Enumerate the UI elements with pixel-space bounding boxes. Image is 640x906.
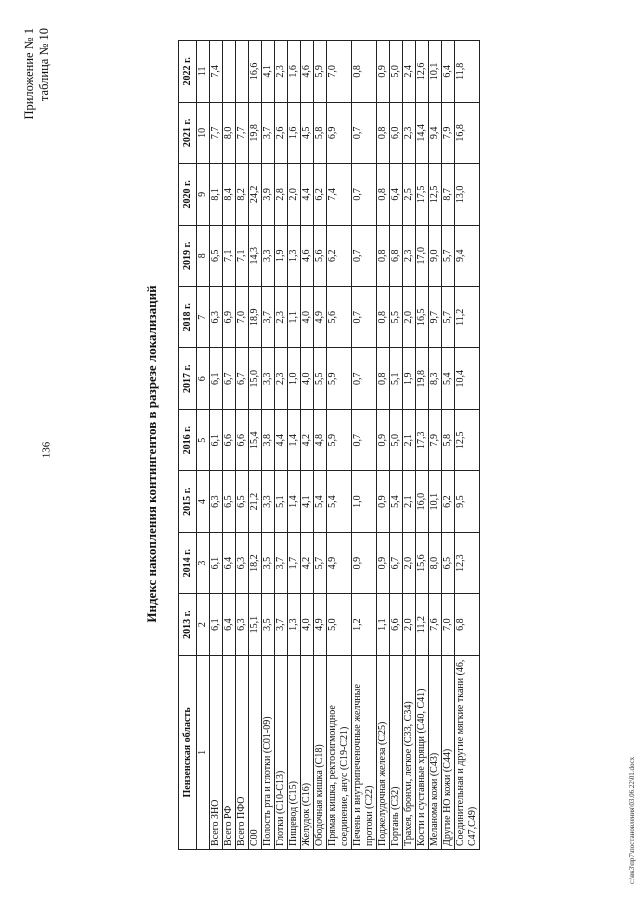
table-cell: 5,4 xyxy=(314,471,327,532)
table-cell: 16,8 xyxy=(455,102,480,163)
table-cell: 3,7 xyxy=(275,532,288,593)
table-cell: 6,7 xyxy=(223,348,236,409)
table-cell: 5,0 xyxy=(327,594,352,655)
table-cell: 0,8 xyxy=(377,348,390,409)
row-label: Всего РФ xyxy=(223,655,236,849)
table-cell: 18,2 xyxy=(249,532,262,593)
table-cell: 0,7 xyxy=(352,164,377,225)
table-cell: 0,9 xyxy=(377,409,390,470)
table-cell: 1,9 xyxy=(275,225,288,286)
table-cell: 6,1 xyxy=(210,594,223,655)
table-row xyxy=(403,41,416,850)
table-cell: 17,5 xyxy=(416,164,429,225)
table-cell: 18,9 xyxy=(249,287,262,348)
table-cell: 6,4 xyxy=(442,41,455,103)
table-cell: 5,7 xyxy=(442,287,455,348)
appendix-line-2: таблица № 10 xyxy=(37,28,51,102)
table-cell: 8,2 xyxy=(236,164,249,225)
table-cell: 0,9 xyxy=(377,471,390,532)
table-cell: 1,7 xyxy=(288,532,301,593)
file-path-footer: c:\вк3\пр7\постановления\03.06.22\01.docx xyxy=(628,756,636,884)
table-cell: 3,3 xyxy=(262,471,275,532)
column-index: 6 xyxy=(197,348,210,409)
table-cell: 0,7 xyxy=(352,348,377,409)
row-label: Печень и внутрипеченочные желчные протоки (С22) xyxy=(352,655,377,849)
row-label: С00 xyxy=(249,655,262,849)
table-cell: 7,7 xyxy=(236,102,249,163)
table-cell: 2,1 xyxy=(403,471,416,532)
table-cell: 0,7 xyxy=(352,287,377,348)
table-cell: 7,4 xyxy=(327,164,352,225)
table-cell: 7,9 xyxy=(429,409,442,470)
appendix-line-1: Приложение № 1 xyxy=(22,28,36,120)
table-cell: 9,5 xyxy=(455,471,480,532)
table-cell: 9,4 xyxy=(429,102,442,163)
table-cell: 10,1 xyxy=(429,41,442,103)
table-row xyxy=(249,41,262,850)
table-cell: 6,6 xyxy=(390,594,403,655)
table-cell: 8,7 xyxy=(442,164,455,225)
table-cell: 8,0 xyxy=(429,532,442,593)
table-row xyxy=(429,41,442,850)
table-cell: 1,3 xyxy=(288,225,301,286)
rotated-page-content xyxy=(0,16,640,892)
table-cell: 6,2 xyxy=(314,164,327,225)
table-cell: 5,4 xyxy=(390,471,403,532)
table-cell: 5,8 xyxy=(442,409,455,470)
table-cell: 6,5 xyxy=(236,471,249,532)
table-cell: 2,8 xyxy=(275,164,288,225)
table-cell: 5,5 xyxy=(390,287,403,348)
table-cell: 2,3 xyxy=(275,348,288,409)
table-cell: 0,9 xyxy=(352,532,377,593)
table-cell: 15,4 xyxy=(249,409,262,470)
header-row xyxy=(179,41,197,850)
table-cell: 6,5 xyxy=(442,532,455,593)
table-cell: 11,8 xyxy=(455,41,480,103)
column-index: 8 xyxy=(197,225,210,286)
column-index: 5 xyxy=(197,409,210,470)
table-cell: 6,1 xyxy=(210,532,223,593)
table-cell: 8,0 xyxy=(223,102,236,163)
table-cell: 2,1 xyxy=(403,409,416,470)
table-cell: 6,1 xyxy=(210,348,223,409)
table-cell: 6,0 xyxy=(390,102,403,163)
table-cell: 11,2 xyxy=(416,594,429,655)
table-cell: 4,1 xyxy=(262,41,275,103)
table-cell: 7,0 xyxy=(442,594,455,655)
table-cell: 17,3 xyxy=(416,409,429,470)
page-number: 136 xyxy=(40,441,53,459)
table-cell: 3,7 xyxy=(262,102,275,163)
table-cell: 5,5 xyxy=(314,348,327,409)
table-cell: 6,8 xyxy=(390,225,403,286)
column-index: 11 xyxy=(197,41,210,103)
row-label: Всего ПФО xyxy=(236,655,249,849)
table-cell: 13,0 xyxy=(455,164,480,225)
table-cell: 3,5 xyxy=(262,532,275,593)
table-cell: 0,9 xyxy=(377,41,390,103)
table-cell: 10,4 xyxy=(455,348,480,409)
table-cell: 2,0 xyxy=(403,594,416,655)
table-cell: 5,4 xyxy=(442,348,455,409)
table-cell: 6,6 xyxy=(236,409,249,470)
table-cell: 6,3 xyxy=(236,594,249,655)
table-cell: 15,6 xyxy=(416,532,429,593)
row-label: Всего ЗНО xyxy=(210,655,223,849)
header-year: 2014 г. xyxy=(179,532,197,593)
table-cell: 4,6 xyxy=(301,225,314,286)
header-year: 2020 г. xyxy=(179,164,197,225)
table-cell: 3,9 xyxy=(262,164,275,225)
table-cell: 7,4 xyxy=(210,41,223,103)
table-cell xyxy=(236,41,249,103)
table-cell: 7,6 xyxy=(429,594,442,655)
header-region: Пензенская область xyxy=(179,655,197,849)
table-cell: 6,4 xyxy=(223,594,236,655)
table-cell: 8,1 xyxy=(210,164,223,225)
header-year: 2021 г. xyxy=(179,102,197,163)
table-cell: 5,7 xyxy=(442,225,455,286)
data-table xyxy=(178,40,480,850)
table-row xyxy=(442,41,455,850)
table-cell: 4,0 xyxy=(301,287,314,348)
column-index: 10 xyxy=(197,102,210,163)
table-cell: 2,3 xyxy=(275,41,288,103)
table-cell: 4,0 xyxy=(301,348,314,409)
table-row xyxy=(236,41,249,850)
row-label: Поджелудочная железа (С25) xyxy=(377,655,390,849)
row-label: Меланома кожи (С43) xyxy=(429,655,442,849)
table-cell: 0,8 xyxy=(377,225,390,286)
table-row xyxy=(352,41,377,850)
table-cell: 4,9 xyxy=(327,532,352,593)
table-cell: 3,7 xyxy=(275,594,288,655)
row-label: Трахея, бронхи, легкое (С33, С34) xyxy=(403,655,416,849)
table-cell: 0,8 xyxy=(377,164,390,225)
table-cell: 1,0 xyxy=(288,348,301,409)
table-cell: 4,9 xyxy=(314,287,327,348)
table-cell: 6,7 xyxy=(236,348,249,409)
table-cell: 6,1 xyxy=(210,409,223,470)
table-cell: 4,4 xyxy=(275,409,288,470)
row-label: Глотки (С10-С13) xyxy=(275,655,288,849)
table-cell: 0,8 xyxy=(377,287,390,348)
table-cell: 7,1 xyxy=(223,225,236,286)
table-cell: 2,5 xyxy=(403,164,416,225)
table-cell: 5,6 xyxy=(327,287,352,348)
table-cell: 2,0 xyxy=(403,532,416,593)
table-cell: 12,5 xyxy=(455,409,480,470)
table-cell: 3,5 xyxy=(262,594,275,655)
table-cell: 1,4 xyxy=(288,471,301,532)
table-cell: 2,4 xyxy=(403,41,416,103)
table-cell: 0,7 xyxy=(352,409,377,470)
table-cell: 9,4 xyxy=(455,225,480,286)
table-cell: 3,8 xyxy=(262,409,275,470)
table-cell xyxy=(223,41,236,103)
table-cell: 1,9 xyxy=(403,348,416,409)
table-cell: 4,0 xyxy=(301,594,314,655)
table-cell: 6,4 xyxy=(390,164,403,225)
table-row xyxy=(262,41,275,850)
table-cell: 17,0 xyxy=(416,225,429,286)
table-row xyxy=(301,41,314,850)
table-cell: 0,7 xyxy=(352,225,377,286)
appendix-label xyxy=(22,28,52,120)
table-cell: 12,5 xyxy=(429,164,442,225)
row-label: Кости и суставные хрящи (С40, С41) xyxy=(416,655,429,849)
table-cell: 16,5 xyxy=(416,287,429,348)
table-cell: 16,0 xyxy=(416,471,429,532)
table-cell: 6,8 xyxy=(455,594,480,655)
table-cell: 1,4 xyxy=(288,409,301,470)
row-label: Соединительная и другие мягкие ткани (46, С47,С49) xyxy=(455,655,480,849)
table-cell: 6,9 xyxy=(223,287,236,348)
table-cell: 6,3 xyxy=(236,532,249,593)
table-cell: 2,3 xyxy=(275,287,288,348)
table-cell: 21,2 xyxy=(249,471,262,532)
table-cell: 1,3 xyxy=(288,594,301,655)
table-cell: 1,1 xyxy=(377,594,390,655)
table-cell: 6,4 xyxy=(223,532,236,593)
table-cell: 24,2 xyxy=(249,164,262,225)
table-cell: 0,9 xyxy=(377,532,390,593)
column-index: 3 xyxy=(197,532,210,593)
table-cell: 4,9 xyxy=(314,594,327,655)
table-cell: 12,3 xyxy=(455,532,480,593)
table-cell: 0,7 xyxy=(352,102,377,163)
table-cell: 15,0 xyxy=(249,348,262,409)
table-cell: 9,0 xyxy=(429,225,442,286)
table-cell: 12,6 xyxy=(416,41,429,103)
table-cell: 3,3 xyxy=(262,225,275,286)
table-cell: 8,4 xyxy=(223,164,236,225)
row-label: Пищевод (С15) xyxy=(288,655,301,849)
table-cell: 5,0 xyxy=(390,409,403,470)
table-cell: 3,7 xyxy=(262,287,275,348)
table-body xyxy=(210,41,480,850)
table-row xyxy=(455,41,480,850)
table-cell: 6,2 xyxy=(442,471,455,532)
table-cell: 8,3 xyxy=(429,348,442,409)
table-cell: 2,6 xyxy=(275,102,288,163)
table-cell: 5,6 xyxy=(314,225,327,286)
table-cell: 7,0 xyxy=(327,41,352,103)
table-cell: 11,2 xyxy=(455,287,480,348)
table-cell: 5,0 xyxy=(390,41,403,103)
table-cell: 2,0 xyxy=(403,287,416,348)
table-cell: 6,5 xyxy=(210,225,223,286)
table-row xyxy=(390,41,403,850)
column-index-row xyxy=(197,41,210,850)
table-cell: 0,8 xyxy=(352,41,377,103)
row-label: Прямая кишка, ректосигмоидное соединение, анус (С19-С21) xyxy=(327,655,352,849)
header-year: 2013 г. xyxy=(179,594,197,655)
table-cell: 7,9 xyxy=(442,102,455,163)
table-row xyxy=(275,41,288,850)
column-index: 1 xyxy=(197,655,210,849)
header-year: 2017 г. xyxy=(179,348,197,409)
header-year: 2019 г. xyxy=(179,225,197,286)
table-cell: 1,6 xyxy=(288,102,301,163)
row-label: Другие НО кожи (С44) xyxy=(442,655,455,849)
row-label: Гортань (С32) xyxy=(390,655,403,849)
row-label: Желудок (С16) xyxy=(301,655,314,849)
header-year: 2022 г. xyxy=(179,41,197,103)
table-cell: 14,3 xyxy=(249,225,262,286)
table-cell: 6,9 xyxy=(327,102,352,163)
table-cell: 5,1 xyxy=(275,471,288,532)
table-cell: 5,8 xyxy=(314,102,327,163)
header-year: 2016 г. xyxy=(179,409,197,470)
table-cell: 7,0 xyxy=(236,287,249,348)
table-cell: 19,8 xyxy=(416,348,429,409)
table-row xyxy=(327,41,352,850)
table-row xyxy=(288,41,301,850)
table-cell: 6,2 xyxy=(327,225,352,286)
table-cell: 4,8 xyxy=(314,409,327,470)
table-cell: 3,3 xyxy=(262,348,275,409)
table-cell: 15,1 xyxy=(249,594,262,655)
table-title: Индекс накопления контингентов в разрезе локализаций xyxy=(144,285,159,623)
table-cell: 6,5 xyxy=(223,471,236,532)
table-cell: 1,2 xyxy=(352,594,377,655)
table-cell: 6,6 xyxy=(223,409,236,470)
table-cell: 5,7 xyxy=(314,532,327,593)
table-row xyxy=(416,41,429,850)
table-cell: 4,2 xyxy=(301,409,314,470)
table-cell: 16,6 xyxy=(249,41,262,103)
column-index: 2 xyxy=(197,594,210,655)
table-cell: 4,6 xyxy=(301,41,314,103)
column-index: 7 xyxy=(197,287,210,348)
table-cell: 4,1 xyxy=(301,471,314,532)
header-year: 2015 г. xyxy=(179,471,197,532)
table-cell: 6,3 xyxy=(210,471,223,532)
table-cell: 5,9 xyxy=(327,409,352,470)
table-cell: 5,9 xyxy=(314,41,327,103)
table-cell: 6,7 xyxy=(390,532,403,593)
row-label: Полость рта и глотки (С01-09) xyxy=(262,655,275,849)
table-cell: 10,1 xyxy=(429,471,442,532)
table-cell: 2,3 xyxy=(403,102,416,163)
table-cell: 1,0 xyxy=(352,471,377,532)
table-cell: 2,0 xyxy=(288,164,301,225)
table-cell: 1,1 xyxy=(288,287,301,348)
header-year: 2018 г. xyxy=(179,287,197,348)
table-cell: 5,4 xyxy=(327,471,352,532)
row-label: Ободочная кишка (С18) xyxy=(314,655,327,849)
table-row xyxy=(377,41,390,850)
table-cell: 0,8 xyxy=(377,102,390,163)
table-cell: 1,6 xyxy=(288,41,301,103)
table-cell: 9,7 xyxy=(429,287,442,348)
table-cell: 5,1 xyxy=(390,348,403,409)
table-cell: 4,4 xyxy=(301,164,314,225)
table-cell: 14,4 xyxy=(416,102,429,163)
column-index: 9 xyxy=(197,164,210,225)
table-row xyxy=(210,41,223,850)
table-cell: 4,2 xyxy=(301,532,314,593)
table-row xyxy=(223,41,236,850)
table-cell: 7,7 xyxy=(210,102,223,163)
column-index: 4 xyxy=(197,471,210,532)
table-cell: 6,3 xyxy=(210,287,223,348)
table-cell: 7,1 xyxy=(236,225,249,286)
table-row xyxy=(314,41,327,850)
table-cell: 5,9 xyxy=(327,348,352,409)
table-cell: 2,3 xyxy=(403,225,416,286)
table-cell: 4,5 xyxy=(301,102,314,163)
table-cell: 19,8 xyxy=(249,102,262,163)
